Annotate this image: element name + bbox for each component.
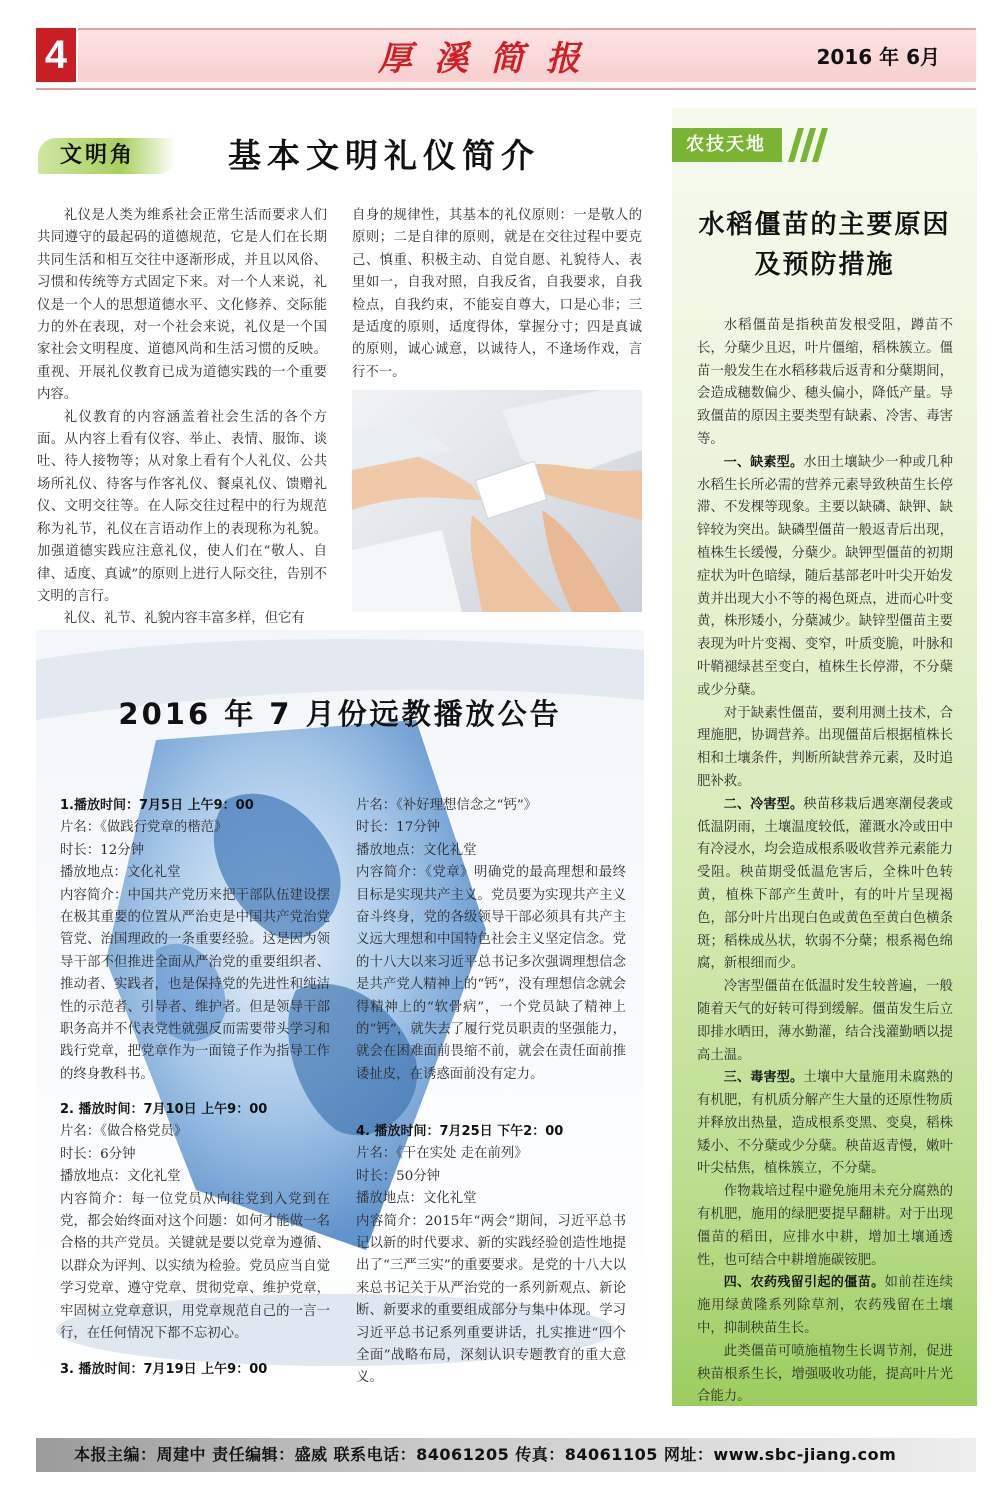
issue-date: 2016 年 6月 [816,45,940,69]
title-line: 水稻僵苗的主要原因 [698,210,951,240]
paragraph: 礼仪是人类为维系社会正常生活而要求人们共同遵守的最起码的道德规范，它是人们在长期共同生活和相互交往中逐渐形成，并且以风俗、习惯和传统等方式固定下来。对一个人来说，礼仪是一个人的思想道德水平、文化修养、交际能力的外在表现，对一个社会来说，礼仪是一个国家社会文明程度、道德风尚和生活习惯的反映。重视、开展礼仪教育已成为道德实践的一个重要内容。 [37,208,327,403]
article-etiquette-column-1 [37,205,327,631]
handshake-business-card-photo [352,390,642,612]
program-heading: 4. 播放时间：7月25日 下午2：00 [356,1124,564,1139]
article-etiquette-column-2 [352,205,642,384]
program-item-3-heading [60,1359,330,1381]
program-name: 片名：《干在实处 走在前列》 [356,1146,528,1162]
paragraph: 水稻僵苗是指秧苗发根受阻，蹲苗不长，分蘖少且迟，叶片僵缩，稻株簇立。僵苗一般发生在水稻移栽后返青和分蘖期间，会造成穗数偏少、穗头偏小，降低产量。导致僵苗的原因主要类型有缺素、冷害、毒害等。 [697,318,953,447]
header-divider [36,88,976,90]
program-location: 播放地点：文化礼堂 [356,1191,477,1207]
column-tag-civility [38,138,176,174]
program-heading: 1.播放时间：7月5日 上午9：00 [60,798,254,813]
program-duration: 时长：6分钟 [60,1146,136,1162]
paragraph: 此类僵苗可喷施植物生长调节剂，促进秧苗根系生长，增强吸收功能，提高叶片光合能力。 [697,1343,953,1405]
masthead-title: 厚溪简报 [378,39,602,79]
paragraph: 礼仪、礼节、礼貌内容丰富多样，但它有 [63,611,305,627]
paragraph: 二、冷害型。秧苗移栽后遇寒潮侵袭或低温阴雨，土壤温度较低，灌溉水冷或田中有冷浸水，均会造成根系吸收营养元素能力受阻。秧苗期受低温危害后，全株叶色转黄，植株下部产生黄叶，有的叶片呈现褐色，部分叶片出现白色或黄色至黄白色横条斑；稻株成丛状，软弱不分蘖；根系褐色绵腐，新根细而少。 [697,796,953,972]
program-item-2 [60,1099,330,1345]
paragraph: 冷害型僵苗在低温时发生较普遍，一般随着天气的好转可得到缓解。僵苗发生后立即排水晒田，薄水勤灌，结合浅灌勤晒以提高土温。 [697,979,953,1063]
program-heading: 3. 播放时间：7月19日 上午9：00 [60,1362,268,1377]
program-location: 播放地点：文化礼堂 [356,842,477,858]
paragraph: 对于缺素性僵苗，要利用测土技术，合理施肥，协调营养。出现僵苗后根据植株长相和土壤条件，判断所缺营养元素，及时追肥补救。 [697,705,953,789]
footer-credits: 本报主编：周建中 责任编辑：盛威 联系电话：84061205 传真：84061105 网址：www.sbc-jiang.com [74,1445,897,1464]
program-name: 片名：《做合格党员》 [60,1124,188,1140]
section-heading: 三、毒害型。 [723,1070,804,1086]
section-heading: 二、冷害型。 [723,796,804,812]
program-item-4 [356,1121,626,1390]
program-location: 播放地点：文化礼堂 [60,1169,181,1185]
paragraph: 三、毒害型。土壤中大量施用未腐熟的有机肥，有机质分解产生大量的还原性物质并释放出热量，造成根系变黑、变臭，稻株矮小、不分蘖或少分蘖。秧苗返青慢，嫩叶叶尖枯焦，植株簇立，不分蘖。 [697,1070,953,1177]
paragraph: 四、农药残留引起的僵苗。如前茬连续施用绿黄隆系列除草剂，农药残留在土壤中，抑制秧苗生长。 [697,1275,953,1337]
program-name: 片名：《补好理想信念之“钙”》 [356,798,538,813]
program-intro: 内容简介：2015年“两会”期间，习近平总书记以新的时代要求、新的实践经验创造性地提出了“三严三实”的重要要求。是党的十八大以来总书记关于从严治党的一系列新观点、新论断、新要求的重要组成部分与集中体现。学习习近平总书记系列重要讲话，扎实推进“四个全面”战略布局，深刻认识专题教育的重大意义。 [356,1213,626,1386]
paragraph: 作物栽培过程中避免施用未充分腐熟的有机肥，施用的绿肥要提早翻耕。对于出现僵苗的稻田，应排水中耕，增加土壤通透性，也可结合中耕增施碳铵肥。 [697,1184,953,1268]
program-item-3-body [356,795,626,1086]
header-band [78,28,976,82]
program-duration: 时长：17分钟 [356,820,440,836]
announcement-title: 2016 年 7 月份远教播放公告 [118,697,562,731]
program-location: 播放地点：文化礼堂 [60,865,181,881]
program-name: 片名：《做践行党章的楷范》 [60,820,228,836]
article-rice-body [697,315,953,1409]
footer-bar [36,1438,976,1472]
paragraph: 一、缺素型。水田土壤缺少一种或几种水稻生长所必需的营养元素导致秧苗生长停滞、不发棵等现象。主要以缺磷、缺钾、缺锌较为突出。缺磷型僵苗一般返青后出现，植株生长缓慢，分蘖少。缺钾型僵苗的初期症状为叶色暗绿，随后基部老叶叶尖开始发黄并出现大小不等的褐色斑点，进而心叶变黄，株形矮小，分蘖减少。缺锌型僵苗主要表现为叶片变褐、变窄，叶质变脆，叶脉和叶鞘褪绿甚至变白，植株生长停滞，不分蘖或少分蘖。 [697,454,953,698]
program-intro: 内容简介：中国共产党历来把干部队伍建设摆在极其重要的位置从严治吏是中国共产党治党管党、治国理政的一条重要经验。这是因为领导干部不但推进全面从严治党的重要组织者、推动者、实践者，也是保持党的先进性和纯洁性的示范者、引导者、维护者。但是领导干部职务高并不代表党性就强反而需要带头学习和践行党章，把党章作为一面镜子作为指导工作的终身教科书。 [60,887,330,1082]
program-heading: 2. 播放时间：7月10日 上午9：00 [60,1102,268,1117]
page-number: 4 [36,28,76,82]
title-line: 及预防措施 [754,250,895,280]
program-item-1 [60,795,330,1086]
section-heading: 四、农药残留引起的僵苗。 [723,1275,885,1291]
program-duration: 时长：50分钟 [356,1168,440,1184]
column-tag-agriculture [672,128,782,162]
column-tag-label: 农技天地 [686,134,766,155]
article-title-rice [672,205,977,285]
section-heading: 一、缺素型。 [723,454,804,470]
stripes-decoration-icon [786,128,836,162]
paragraph: 礼仪教育的内容涵盖着社会生活的各个方面。从内容上看有仪容、举止、表情、服饰、谈吐、待人接物等；从对象上看有个人礼仪、公共场所礼仪、待客与作客礼仪、餐桌礼仪、馈赠礼仪、文明交往等。在人际交往过程中的行为规范称为礼节，礼仪在言语动作上的表现称为礼貌。加强道德实践应注意礼仪，使人们在“敬人、自律、适度、真诚”的原则上进行人际交往，告别不文明的言行。 [37,409,327,604]
article-title-etiquette: 基本文明礼仪简介 [228,136,540,175]
paragraph: 自身的规律性，其基本的礼仪原则：一是敬人的原则；二是自律的原则，就是在交往过程中要克己、慎重、积极主动、自觉自愿、礼貌待人、表里如一，自我对照，自我反省，自我要求，自我检点，自我约束，不能妄自尊大，口是心非；三是适度的原则，适度得体，掌握分寸；四是真诚的原则，诚心诚意，以诚待人，不逢场作戏，言行不一。 [352,208,642,380]
column-tag-label: 文明角 [60,143,136,168]
program-intro: 内容简介：《党章》明确党的最高理想和最终目标是实现共产主义。党员要为实现共产主义奋斗终身，党的各级领导干部必须具有共产主义远大理想和中国特色社会主义坚定信念。党的十八大以来习近平总书记多次强调理想信念是共产党人精神上的“钙”，没有理想信念就会得精神上的“软骨病”，一个党员缺了精神上的“钙”，就失去了履行党员职责的坚强能力，就会在困难面前畏缩不前，就会在责任面前推诿扯皮，在诱惑面前没有定力。 [356,865,626,1082]
program-intro: 内容简介：每一位党员从向往党到入党到在党，都会始终面对这个问题：如何才能做一名合格的共产党员。关键就是要以党章为遵循、以群众为评判、以实绩为检验。党员应当自觉学习党章、遵守党章、贯彻党章、维护党章，牢固树立党章意识，用党章规范自己的一言一行，在任何情况下都不忘初心。 [60,1191,330,1342]
program-duration: 时长：12分钟 [60,842,144,858]
